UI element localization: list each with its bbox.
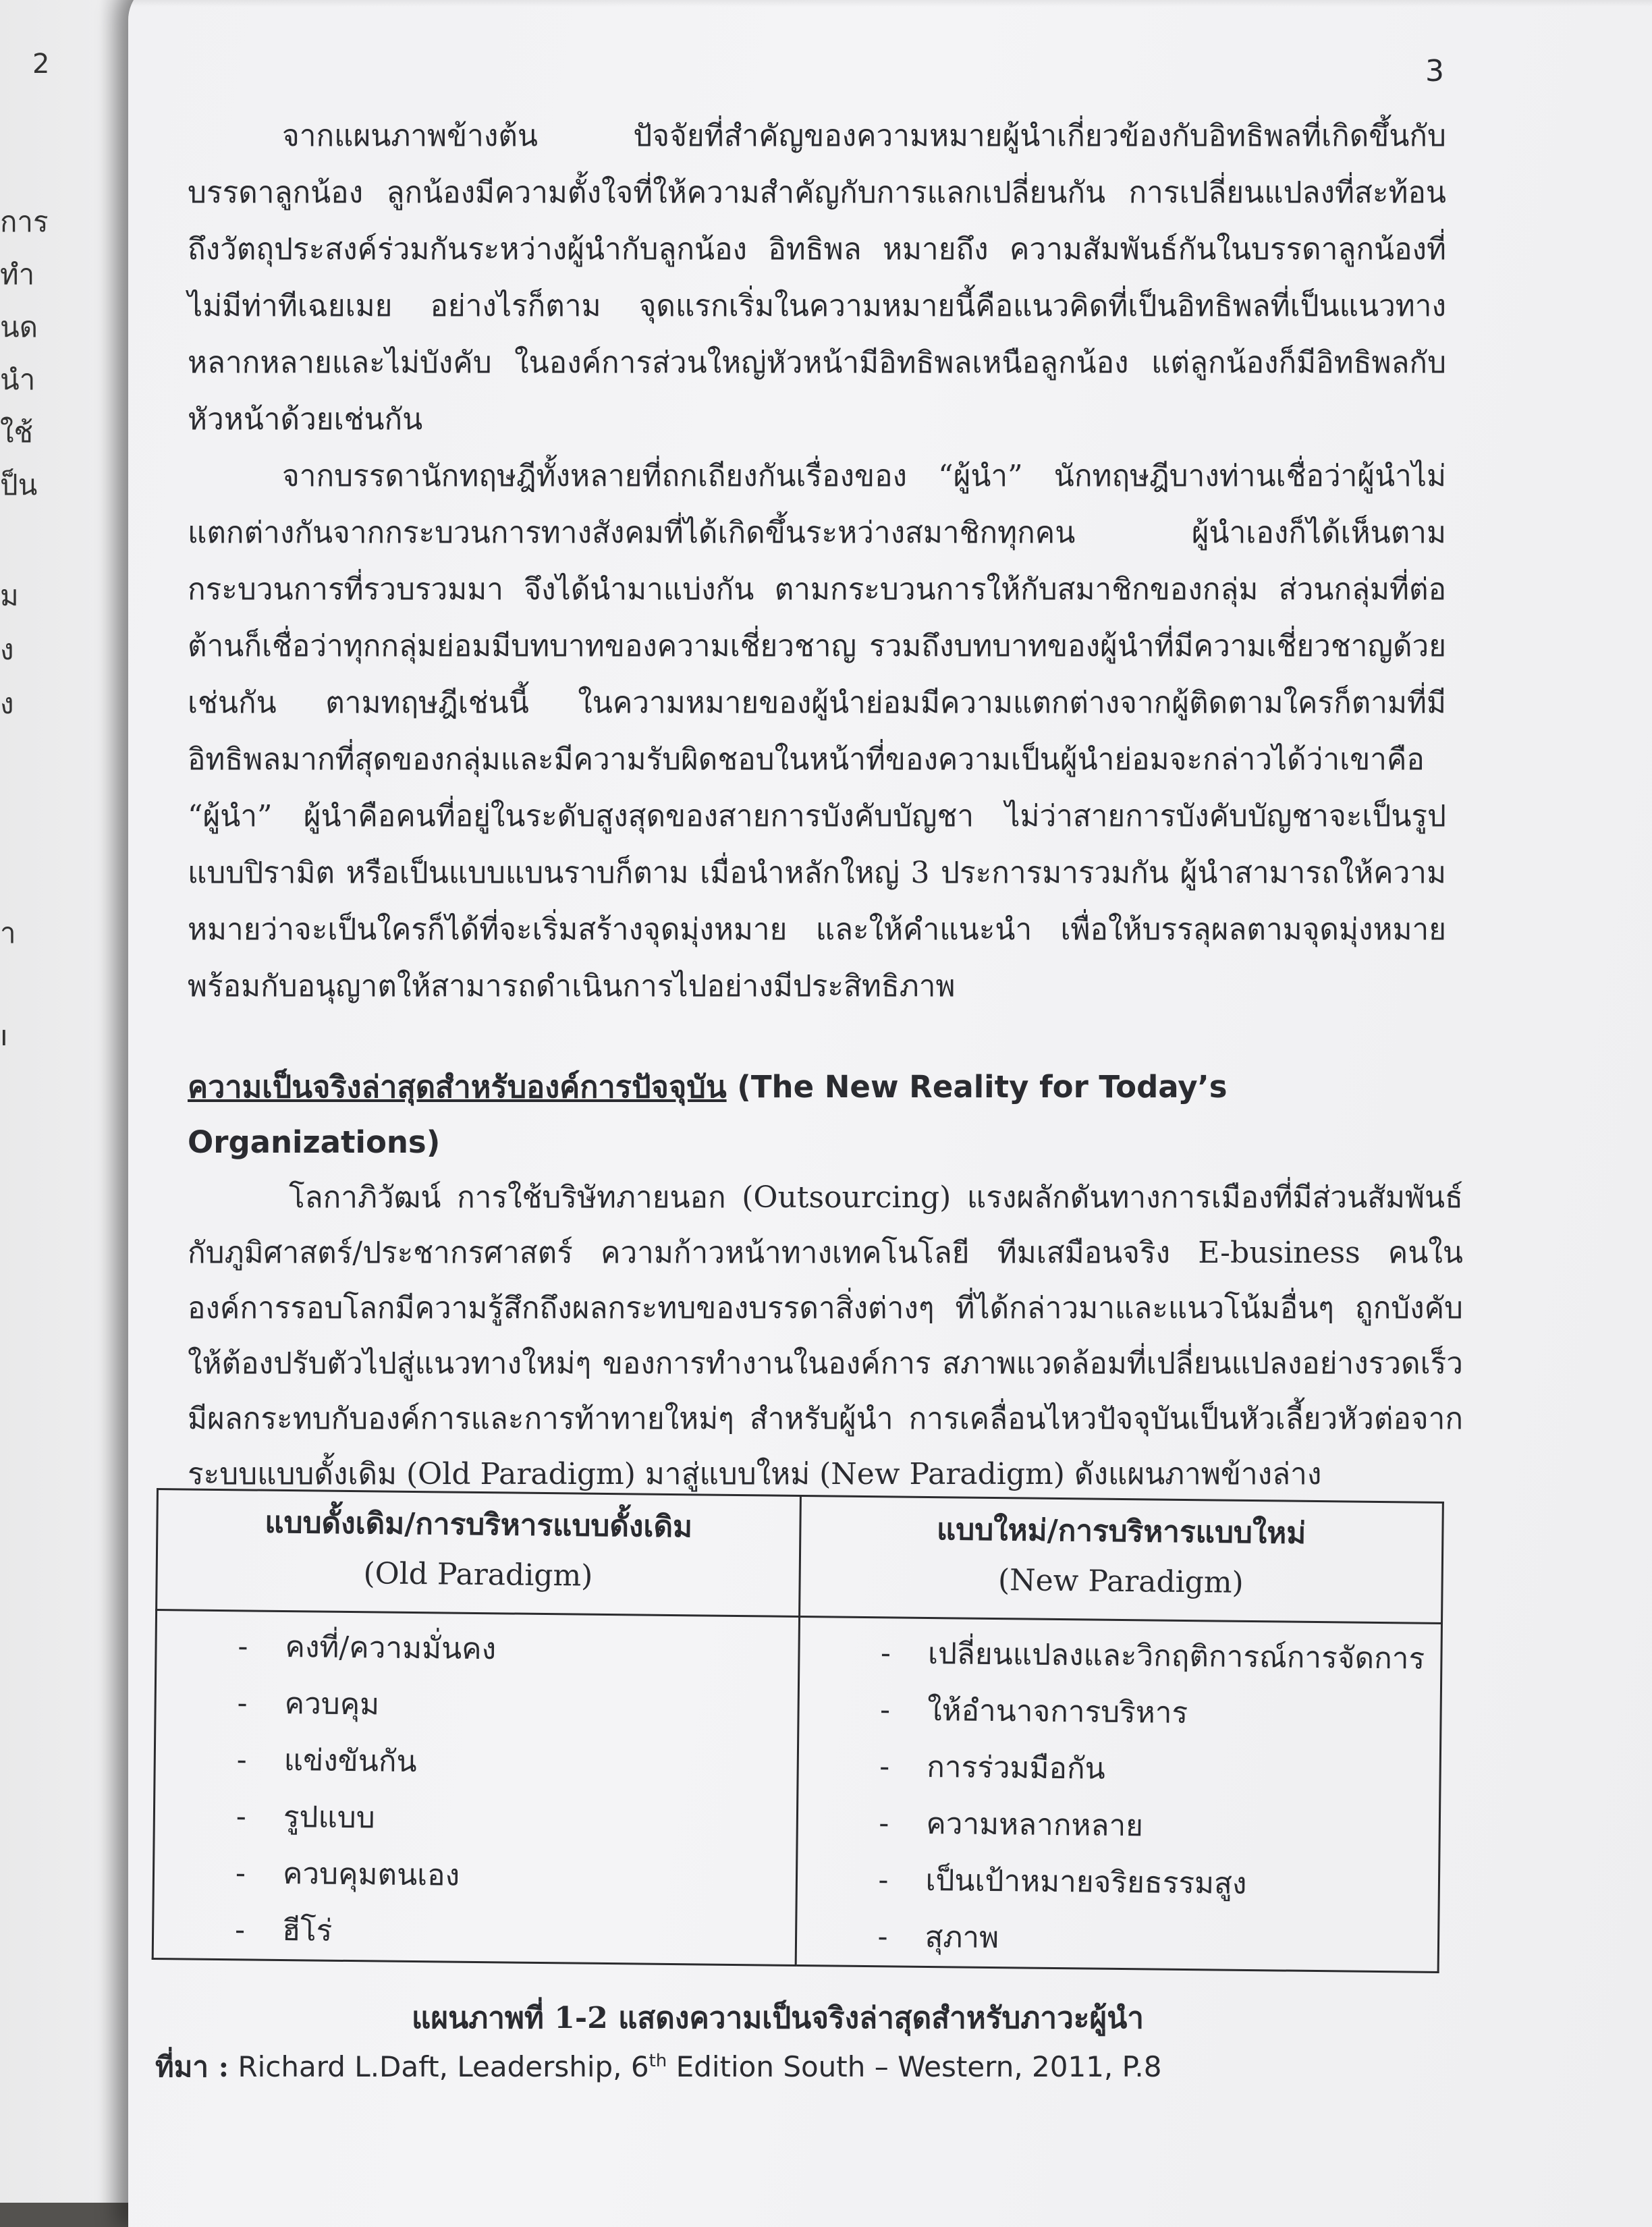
page-top-shadow <box>128 0 1652 7</box>
list-item: - แข่งขันกัน <box>155 1731 796 1794</box>
cut-off-text-fragment: ทำ <box>0 258 35 291</box>
list-item: - สุภาพ <box>796 1908 1437 1971</box>
new-paradigm-title: แบบใหม่/การบริหารแบบใหม่ <box>936 1512 1306 1551</box>
new-paradigm-header <box>799 1495 1443 1623</box>
old-paradigm-header <box>157 1489 800 1617</box>
list-item: - ควบคุม <box>156 1674 797 1738</box>
old-paradigm-cell <box>153 1610 799 1966</box>
cut-off-text-fragment: ม <box>0 579 19 612</box>
cut-off-text-fragment: ı <box>0 1019 8 1052</box>
figure-source <box>155 2045 1161 2089</box>
new-paradigm-list <box>796 1624 1441 1971</box>
page-number: 3 <box>1425 54 1444 88</box>
list-item: - ฮีโร่ <box>154 1901 795 1964</box>
old-paradigm-title: แบบดั้งเดิม/การบริหารแบบดั้งเดิม <box>265 1505 693 1545</box>
cut-off-text-fragment: การ <box>0 205 49 238</box>
list-item: - ให้อำนาจการบริหาร <box>799 1681 1440 1744</box>
section-heading-thai: ความเป็นจริงล่าสุดสำหรับองค์การปัจจุบัน <box>188 1069 727 1105</box>
cut-off-text-fragment: า <box>0 916 16 950</box>
list-item: - เป็นเป้าหมายจริยธรรมสูง <box>797 1851 1438 1915</box>
source-superscript: th <box>649 2051 667 2071</box>
section-heading <box>188 1060 1463 1170</box>
table-header-row <box>157 1489 1443 1624</box>
list-item: - คงที่/ความมั่นคง <box>157 1618 798 1681</box>
previous-page-number: 2 <box>32 49 50 80</box>
old-paradigm-subtitle: (Old Paradigm) <box>363 1556 593 1593</box>
paragraph: จากแผนภาพข้างต้น ปัจจัยที่สำคัญของความหมายผู้นำเกี่ยวข้องกับอิทธิพลที่เกิดขึ้นกับบรรดาลูกน้อง ลูกน้องมีความตั้งใจที่ให้ความสำคัญกับการแลกเปลี่ยนกัน การเปลี่ยนแปลงที่สะท้อนถึงวัตถุประสงค์ร่วมกันระหว่างผู้นำกับลูกน้อง อิทธิพล หมายถึง ความสัมพันธ์กันในบรรดาลูกน้องที่ไม่มีท่าทีเฉยเมย อย่างไรก็ตาม จุดแรกเริ่มในความหมายนี้คือแนวคิดที่เป็นอิทธิพลที่เป็นแนวทางหลากหลายและไม่บังคับ ในองค์การส่วนใหญ่หัวหน้ามีอิทธิพลเหนือลูกน้อง แต่ลูกน้องก็มีอิทธิพลกับหัวหน้าด้วยเช่นกัน <box>188 119 1446 437</box>
figure-caption: แผนภาพที่ 1-2 แสดงความเป็นจริงล่าสุดสำหรับภาวะผู้นำ <box>412 2001 1144 2035</box>
cut-off-text-fragment: นำ <box>0 363 36 396</box>
body-text <box>188 108 1446 1015</box>
new-reality-section <box>188 1060 1463 1502</box>
source-label: ที่มา : <box>155 2050 229 2083</box>
list-item: - ความหลากหลาย <box>798 1794 1439 1858</box>
table-body-row <box>153 1610 1441 1973</box>
source-text-end: Edition South – Western, 2011, P.8 <box>667 2050 1162 2083</box>
section-paragraph: โลกาภิวัฒน์ การใช้บริษัทภายนอก (Outsourcing) แรงผลักดันทางการเมืองที่มีส่วนสัมพันธ์กับภูมิศาสตร์/ประชากรศาสตร์ ความก้าวหน้าทางเทคโนโลยี ทีมเสมือนจริง E-business คนในองค์การรอบโลกมีความรู้สึกถึงผลกระทบของบรรดาสิ่งต่างๆ ที่ได้กล่าวมาและแนวโน้มอื่นๆ ถูกบังคับให้ต้องปรับตัวไปสู่แนวทางใหม่ๆ ของการทำงานในองค์การ สภาพแวดล้อมที่เปลี่ยนแปลงอย่างรวดเร็วมีผลกระทบกับองค์การและการท้าทายใหม่ๆ สำหรับผู้นำ การเคลื่อนไหวปัจจุบันเป็นหัวเลี้ยวหัวต่อจากระบบแบบดั้งเดิม (Old Paradigm) มาสู่แบบใหม่ (New Paradigm) ดังแผนภาพข้างล่าง <box>188 1180 1463 1491</box>
cut-off-text-fragment: ใช้ <box>0 416 34 449</box>
list-item: - ควบคุมตนเอง <box>155 1844 796 1908</box>
paradigm-table <box>152 1488 1444 1973</box>
new-paradigm-cell <box>796 1616 1442 1972</box>
list-item: - รูปแบบ <box>155 1788 796 1851</box>
cut-off-text-fragment: ง <box>0 633 14 666</box>
previous-page-edge <box>0 0 142 2203</box>
old-paradigm-list <box>154 1618 798 1964</box>
list-item: - การร่วมมือกัน <box>798 1738 1439 1801</box>
book-page <box>128 0 1652 2227</box>
list-item: - เปลี่ยนแปลงและวิกฤติการณ์การจัดการ <box>800 1624 1441 1688</box>
paragraph: จากบรรดานักทฤษฎีทั้งหลายที่ถกเถียงกันเรื่องของ “ผู้นำ” นักทฤษฎีบางท่านเชื่อว่าผู้นำไม่แตกต่างกันจากกระบวนการทางสังคมที่ได้เกิดขึ้นระหว่างสมาชิกทุกคน ผู้นำเองก็ได้เห็นตามกระบวนการที่รวบรวมมา จึงได้นำมาแบ่งกัน ตามกระบวนการให้กับสมาชิกของกลุ่ม ส่วนกลุ่มที่ต่อต้านก็เชื่อว่าทุกกลุ่มย่อมมีบทบาทของความเชี่ยวชาญ รวมถึงบทบาทของผู้นำที่มีความเชี่ยวชาญด้วยเช่นกัน ตามทฤษฎีเช่นนี้ ในความหมายของผู้นำย่อมมีความแตกต่างจากผู้ติดตามใครก็ตามที่มีอิทธิพลมากที่สุดของกลุ่มและมีความรับผิดชอบในหน้าที่ของความเป็นผู้นำย่อมจะกล่าวได้ว่าเขาคือ “ผู้นำ” ผู้นำคือคนที่อยู่ในระดับสูงสุดของสายการบังคับบัญชา ไม่ว่าสายการบังคับบัญชาจะเป็นรูปแบบปิรามิต หรือเป็นแบบแบนราบก็ตาม เมื่อนำหลักใหญ่ 3 ประการมารวมกัน ผู้นำสามารถให้ความหมายว่าจะเป็นใครก็ได้ที่จะเริ่มสร้างจุดมุ่งหมาย และให้คำแนะนำ เพื่อให้บรรลุผลตามจุดมุ่งหมาย พร้อมกับอนุญาตให้สามารถดำเนินการไปอย่างมีประสิทธิภาพ <box>188 459 1446 1003</box>
new-paradigm-subtitle: (New Paradigm) <box>997 1563 1244 1600</box>
section-heading-english: (The New Reality for Today’s Organizations) <box>188 1069 1228 1160</box>
cut-off-text-fragment: นด <box>0 310 38 343</box>
cut-off-text-fragment: ง <box>0 687 14 720</box>
cut-off-text-fragment: ป็น <box>0 468 38 501</box>
source-text: Richard L.Daft, Leadership, 6 <box>238 2050 649 2083</box>
